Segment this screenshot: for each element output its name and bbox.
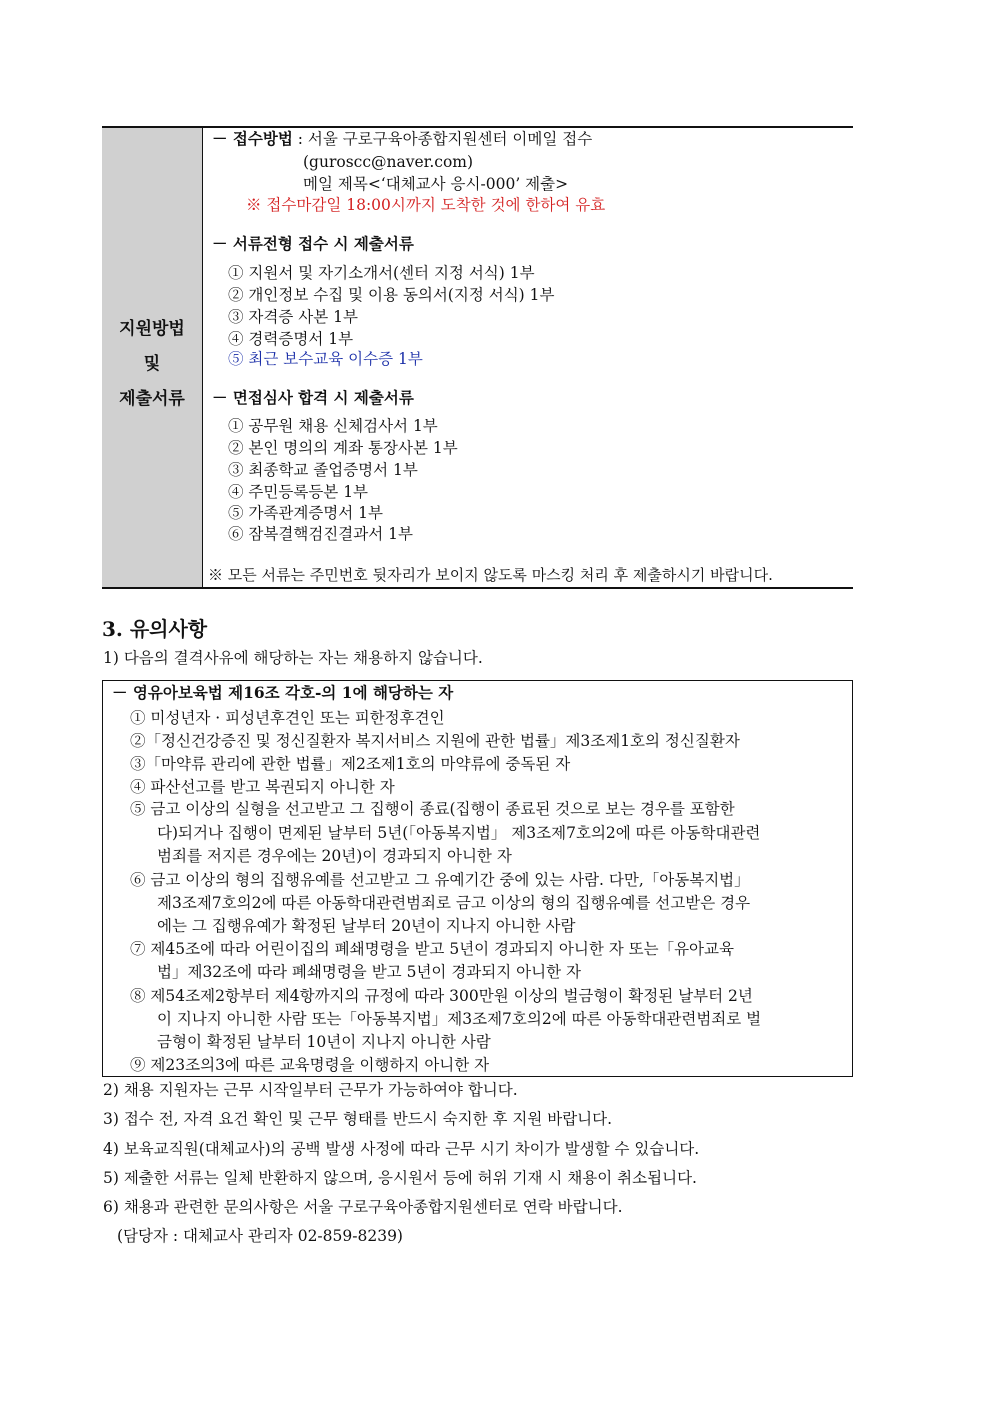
disqualification-line: ⑧ 제54조제2항부터 제4항까지의 규정에 따라 300만원 이상의 벌금형이 확정된 날부터 2년 (130, 987, 753, 1005)
receipt-email: (guroscc@naver.com) (303, 153, 474, 171)
doc-item: ② 개인정보 수집 및 이용 동의서(지정 서식) 1부 (228, 286, 555, 304)
note-item-3: 3) 접수 전, 자격 요건 확인 및 근무 형태를 반드시 숙지한 후 지원 바랍니다. (103, 1110, 613, 1128)
doc-item: ① 지원서 및 자기소개서(센터 지정 서식) 1부 (228, 264, 535, 282)
disqualification-line: ②「정신건강증진 및 정신질환자 복지서비스 지원에 관한 법률」제3조제1호의 정신질환자 (130, 732, 740, 750)
disqualification-line: 금형이 확정된 날부터 10년이 지나지 아니한 사람 (157, 1033, 491, 1051)
doc-item-highlight: ⑤ 최근 보수교육 이수증 1부 (228, 350, 423, 368)
deadline-note: ※ 접수마감일 18:00시까지 도착한 것에 한하여 유효 (246, 196, 606, 214)
disqualification-line: 이 지나지 아니한 사람 또는「아동복지법」제3조제7호의2에 따른 아동학대관련범죄로 벌 (157, 1010, 762, 1028)
contact-line: (담당자 : 대체교사 관리자 02-859-8239) (117, 1227, 403, 1245)
note-item-1: 1) 다음의 결격사유에 해당하는 자는 채용하지 않습니다. (103, 649, 483, 667)
doc-item: ④ 경력증명서 1부 (228, 330, 354, 348)
receipt-text: : 서울 구로구육아종합지원센터 이메일 접수 (292, 130, 593, 148)
disqualification-line: ⑦ 제45조에 따라 어린이집의 폐쇄명령을 받고 5년이 경과되지 아니한 자 또는「유아교육 (130, 940, 734, 958)
note-item-6: 6) 채용과 관련한 문의사항은 서울 구로구육아종합지원센터로 연락 바랍니다. (103, 1198, 623, 1216)
disqualification-line: ⑤ 금고 이상의 실형을 선고받고 그 집행이 종료(집행이 종료된 것으로 보는 경우를 포함한 (130, 800, 735, 818)
disqualification-line: 법」제32조에 따라 폐쇄명령을 받고 5년이 경과되지 아니한 자 (157, 963, 581, 981)
header-line-3: 제출서류 (119, 389, 185, 409)
disqualification-line: 에는 그 집행유예가 확정된 날부터 20년이 지나지 아니한 사람 (157, 917, 576, 935)
header-line-1: 지원방법 (119, 319, 185, 339)
interview-doc-item: ④ 주민등록등본 1부 (228, 483, 369, 501)
disqualification-line: 다)되거나 집행이 면제된 날부터 5년(「아동복지법」 제3조제7호의2에 따른 아동학대관련 (157, 824, 761, 842)
interview-doc-item: ⑥ 잠복결핵검진결과서 1부 (228, 525, 413, 543)
disqualification-line: ③「마약류 관리에 관한 법률」제2조제1호의 마약류에 중독된 자 (130, 755, 571, 773)
mail-subject: 메일 제목<‘대체교사 응시-000’ 제출> (303, 175, 569, 193)
receipt-method (212, 129, 592, 149)
interview-doc-item: ③ 최종학교 졸업증명서 1부 (228, 461, 418, 479)
note-item-2: 2) 채용 지원자는 근무 시작일부터 근무가 가능하여야 합니다. (103, 1081, 518, 1099)
receipt-label: － 접수방법 (212, 129, 293, 148)
interview-doc-item: ② 본인 명의의 계좌 통장사본 1부 (228, 439, 458, 457)
disqualification-title: － 영유아보육법 제16조 각호-의 1에 해당하는 자 (112, 683, 454, 702)
disqualification-line: ⑥ 금고 이상의 형의 집행유예를 선고받고 그 유예기간 중에 있는 사람. 다만,「아동복지법」 (130, 871, 750, 889)
note-item-4: 4) 보육교직원(대체교사)의 공백 발생 사정에 따라 근무 시기 차이가 발생할 수 있습니다. (103, 1140, 700, 1158)
interview-doc-item: ① 공무원 채용 신체검사서 1부 (228, 417, 438, 435)
disqualification-line: ① 미성년자 · 피성년후견인 또는 피한정후견인 (130, 709, 445, 727)
docs-title: － 서류전형 접수 시 제출서류 (212, 234, 414, 253)
doc-item: ③ 자격증 사본 1부 (228, 308, 358, 326)
header-line-2: 및 (143, 354, 161, 374)
masking-note: ※ 모든 서류는 주민번호 뒷자리가 보이지 않도록 마스킹 처리 후 제출하시기 바랍니다. (208, 566, 773, 584)
section-title: 3. 유의사항 (102, 617, 208, 641)
disqualification-line: 제3조제7호의2에 따른 아동학대관련범죄로 금고 이상의 형의 집행유예를 선고받은 경우 (157, 894, 751, 912)
note-item-5: 5) 제출한 서류는 일체 반환하지 않으며, 응시원서 등에 허위 기재 시 채용이 취소됩니다. (103, 1169, 697, 1187)
disqualification-line: 범죄를 저지른 경우에는 20년)이 경과되지 아니한 자 (157, 847, 512, 865)
application-header-cell (102, 128, 203, 587)
interview-doc-item: ⑤ 가족관계증명서 1부 (228, 504, 384, 522)
disqualification-line: ④ 파산선고를 받고 복권되지 아니한 자 (130, 778, 395, 796)
disqualification-line: ⑨ 제23조의3에 따른 교육명령을 이행하지 아니한 자 (130, 1056, 490, 1074)
interview-title: － 면접심사 합격 시 제출서류 (212, 388, 414, 407)
